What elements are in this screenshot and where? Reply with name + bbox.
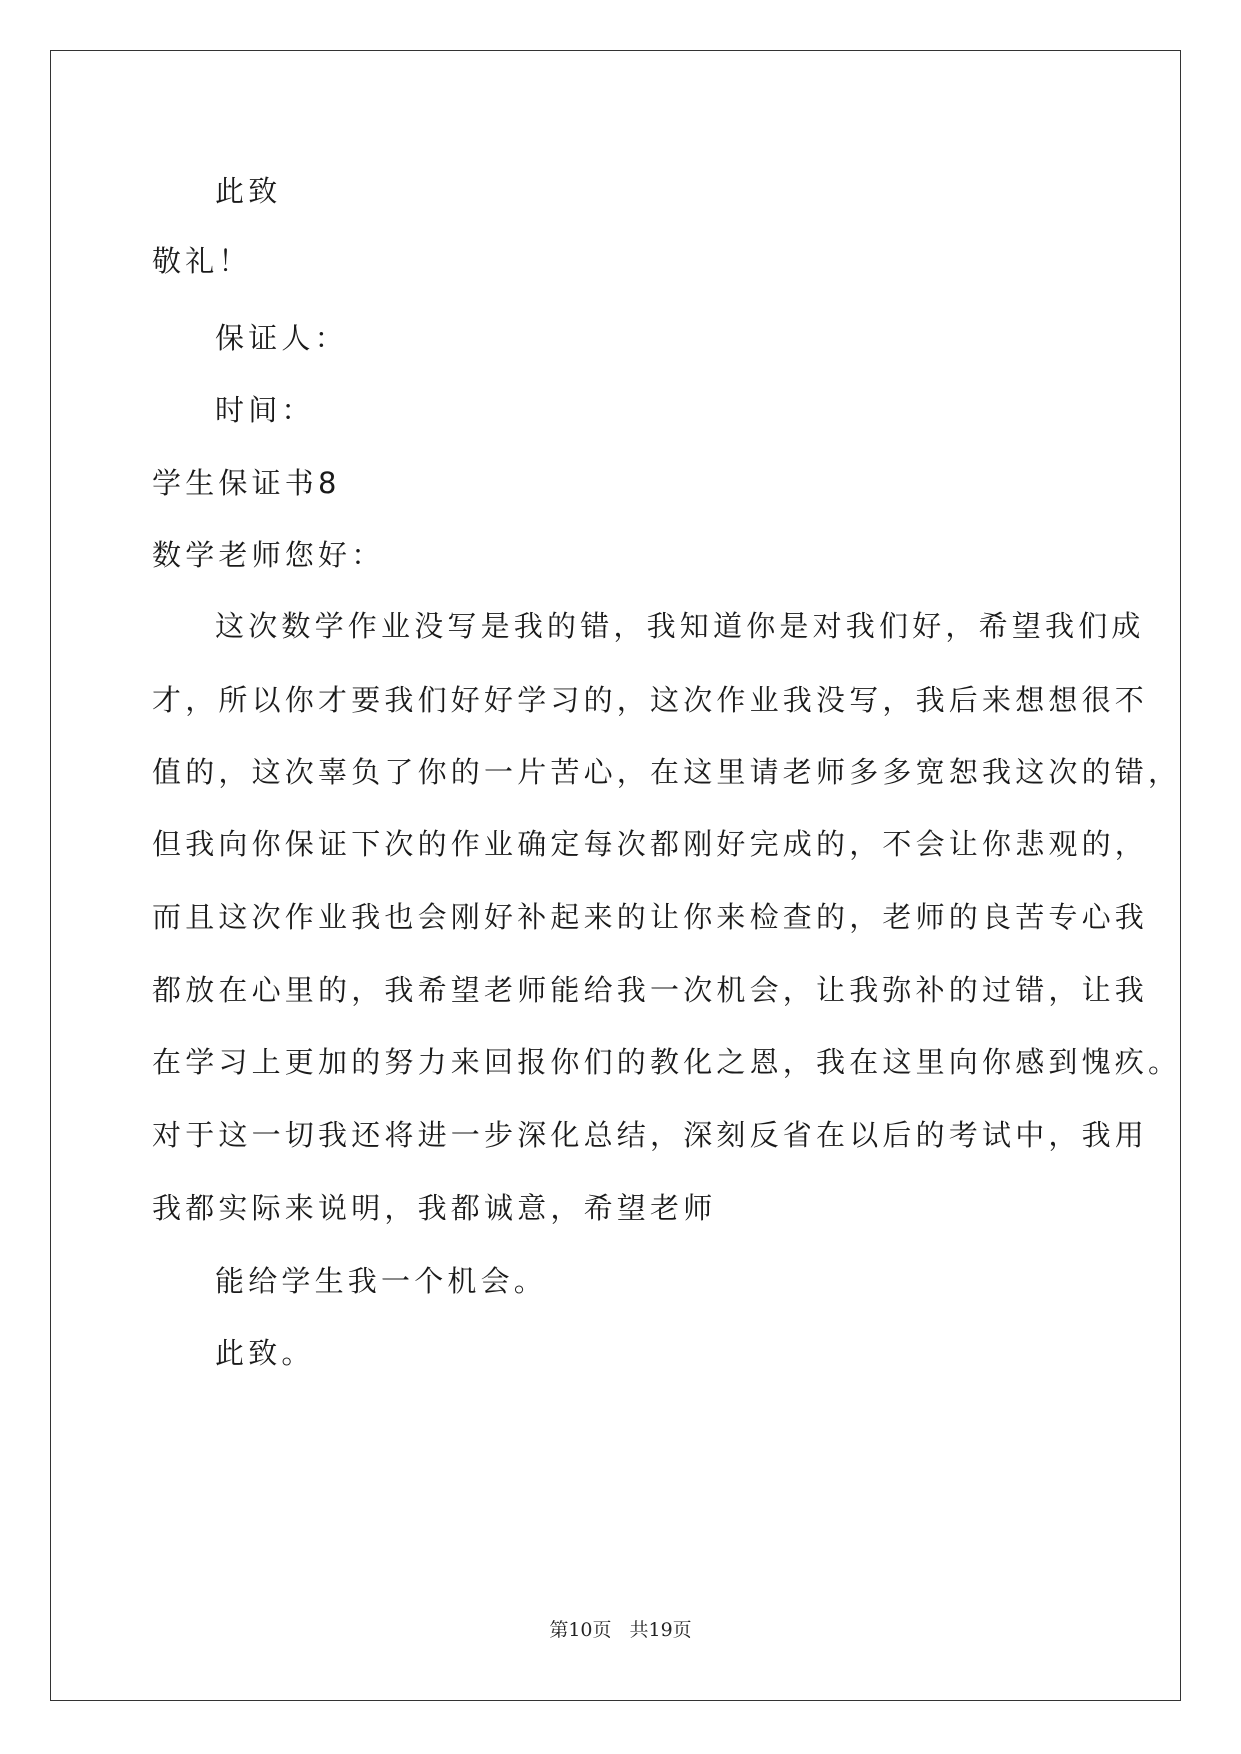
date-label: 时间： bbox=[215, 393, 315, 427]
body-line: 而且这次作业我也会刚好补起来的让你来检查的，老师的良苦专心我 bbox=[152, 900, 1149, 934]
body-line: 对于这一切我还将进一步深化总结，深刻反省在以后的考试中，我用 bbox=[152, 1118, 1149, 1152]
closing-salutation: 此致 bbox=[215, 174, 282, 208]
section-title: 学生保证书8 bbox=[152, 466, 341, 500]
closing-regards: 敬礼！ bbox=[152, 244, 252, 278]
body-line: 但我向你保证下次的作业确定每次都刚好完成的，不会让你悲观的， bbox=[152, 827, 1149, 861]
greeting: 数学老师您好： bbox=[152, 538, 385, 572]
body-line: 才，所以你才要我们好好学习的，这次作业我没写，我后来想想很不 bbox=[152, 683, 1149, 717]
guarantor-label: 保证人： bbox=[215, 321, 348, 355]
page-footer bbox=[0, 1618, 1241, 1642]
body-line: 能给学生我一个机会。 bbox=[215, 1264, 548, 1298]
body-line: 都放在心里的，我希望老师能给我一次机会，让我弥补的过错，让我 bbox=[152, 973, 1149, 1007]
body-line: 这次数学作业没写是我的错，我知道你是对我们好，希望我们成 bbox=[215, 609, 1145, 643]
current-page-number: 第10页 bbox=[549, 1619, 612, 1641]
body-line: 我都实际来说明，我都诚意，希望老师 bbox=[152, 1191, 717, 1225]
page-frame bbox=[50, 50, 1181, 1701]
body-line: 值的，这次辜负了你的一片苦心，在这里请老师多多宽恕我这次的错， bbox=[152, 755, 1182, 789]
body-line: 在学习上更加的努力来回报你们的教化之恩，我在这里向你感到愧疚。 bbox=[152, 1045, 1182, 1079]
closing-salutation-final: 此致。 bbox=[215, 1336, 315, 1370]
total-page-count: 共19页 bbox=[629, 1619, 692, 1641]
